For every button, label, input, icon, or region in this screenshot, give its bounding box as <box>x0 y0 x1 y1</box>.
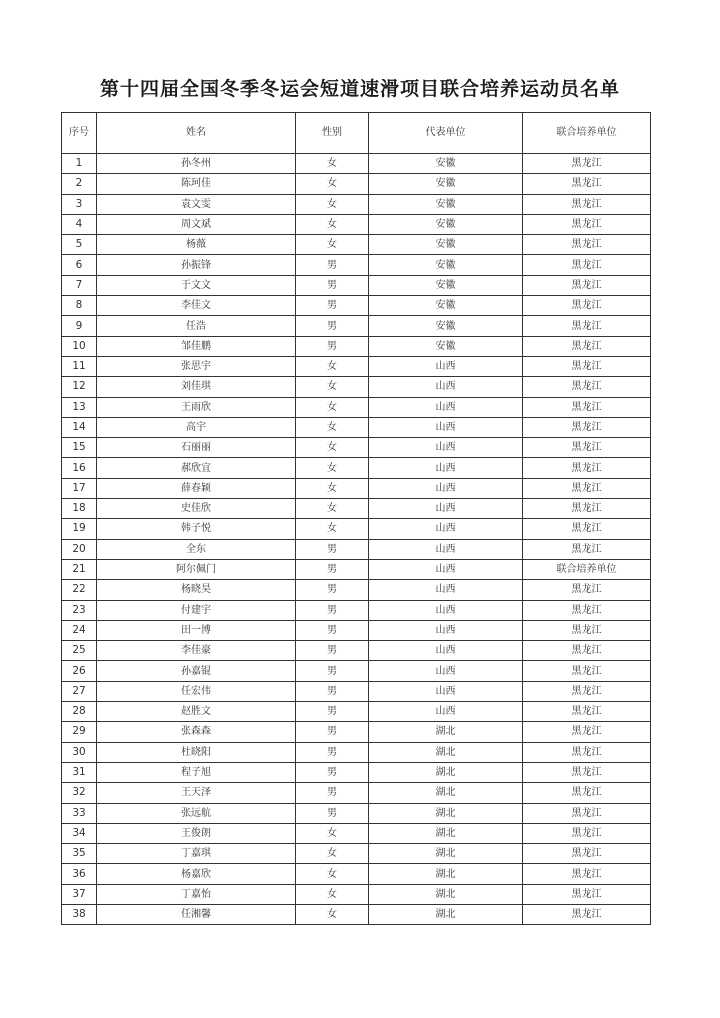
cell-rep-unit: 安徽 <box>369 275 523 295</box>
table-header-row <box>62 113 651 154</box>
cell-no: 11 <box>62 356 97 376</box>
table-row <box>62 559 651 579</box>
cell-name: 刘佳琪 <box>97 377 296 397</box>
cell-name: 杨晓昊 <box>97 580 296 600</box>
cell-name: 王天泽 <box>97 783 296 803</box>
table-row <box>62 600 651 620</box>
cell-name: 周文斌 <box>97 214 296 234</box>
cell-name: 全东 <box>97 539 296 559</box>
cell-rep-unit: 湖北 <box>369 742 523 762</box>
cell-joint-unit: 黑龙江 <box>523 296 651 316</box>
table-row <box>62 823 651 843</box>
cell-no: 18 <box>62 499 97 519</box>
table-body <box>62 154 651 925</box>
cell-gender: 男 <box>296 803 369 823</box>
cell-rep-unit: 湖北 <box>369 884 523 904</box>
cell-gender: 女 <box>296 884 369 904</box>
cell-no: 16 <box>62 458 97 478</box>
cell-gender: 男 <box>296 255 369 275</box>
cell-gender: 男 <box>296 620 369 640</box>
cell-rep-unit: 湖北 <box>369 803 523 823</box>
table-row <box>62 438 651 458</box>
cell-name: 邹佳鹏 <box>97 336 296 356</box>
cell-rep-unit: 安徽 <box>369 235 523 255</box>
table-row <box>62 844 651 864</box>
cell-gender: 男 <box>296 600 369 620</box>
cell-gender: 女 <box>296 499 369 519</box>
cell-rep-unit: 山西 <box>369 559 523 579</box>
table-row <box>62 458 651 478</box>
table-row <box>62 803 651 823</box>
cell-joint-unit: 黑龙江 <box>523 417 651 437</box>
cell-no: 5 <box>62 235 97 255</box>
cell-gender: 男 <box>296 762 369 782</box>
cell-no: 22 <box>62 580 97 600</box>
cell-rep-unit: 山西 <box>369 438 523 458</box>
cell-rep-unit: 山西 <box>369 681 523 701</box>
cell-gender: 男 <box>296 702 369 722</box>
cell-name: 任宏伟 <box>97 681 296 701</box>
table-row <box>62 356 651 376</box>
table-row <box>62 661 651 681</box>
cell-no: 9 <box>62 316 97 336</box>
cell-rep-unit: 山西 <box>369 356 523 376</box>
cell-no: 8 <box>62 296 97 316</box>
cell-rep-unit: 安徽 <box>369 174 523 194</box>
cell-no: 37 <box>62 884 97 904</box>
cell-joint-unit: 黑龙江 <box>523 478 651 498</box>
cell-rep-unit: 湖北 <box>369 864 523 884</box>
cell-no: 3 <box>62 194 97 214</box>
cell-gender: 女 <box>296 904 369 924</box>
cell-no: 2 <box>62 174 97 194</box>
cell-joint-unit: 黑龙江 <box>523 235 651 255</box>
cell-name: 张远航 <box>97 803 296 823</box>
cell-rep-unit: 湖北 <box>369 762 523 782</box>
cell-name: 张思宇 <box>97 356 296 376</box>
cell-no: 25 <box>62 641 97 661</box>
cell-rep-unit: 安徽 <box>369 214 523 234</box>
cell-joint-unit: 黑龙江 <box>523 681 651 701</box>
cell-name: 杨嘉欣 <box>97 864 296 884</box>
cell-joint-unit: 黑龙江 <box>523 823 651 843</box>
cell-rep-unit: 安徽 <box>369 255 523 275</box>
cell-no: 17 <box>62 478 97 498</box>
cell-joint-unit: 黑龙江 <box>523 722 651 742</box>
header-no: 序号 <box>62 113 97 154</box>
cell-joint-unit: 黑龙江 <box>523 844 651 864</box>
cell-name: 阿尔佩门 <box>97 559 296 579</box>
cell-joint-unit: 黑龙江 <box>523 600 651 620</box>
table-row <box>62 154 651 174</box>
cell-gender: 女 <box>296 864 369 884</box>
cell-name: 孙嘉锟 <box>97 661 296 681</box>
cell-gender: 男 <box>296 296 369 316</box>
cell-no: 12 <box>62 377 97 397</box>
header-gender: 性别 <box>296 113 369 154</box>
cell-gender: 女 <box>296 397 369 417</box>
cell-name: 袁文雯 <box>97 194 296 214</box>
cell-no: 20 <box>62 539 97 559</box>
cell-no: 36 <box>62 864 97 884</box>
cell-name: 杨薇 <box>97 235 296 255</box>
cell-joint-unit: 黑龙江 <box>523 499 651 519</box>
table-row <box>62 255 651 275</box>
cell-no: 24 <box>62 620 97 640</box>
cell-name: 任浩 <box>97 316 296 336</box>
cell-no: 27 <box>62 681 97 701</box>
cell-joint-unit: 黑龙江 <box>523 174 651 194</box>
cell-name: 丁嘉琪 <box>97 844 296 864</box>
table-row <box>62 722 651 742</box>
cell-joint-unit: 黑龙江 <box>523 641 651 661</box>
cell-joint-unit: 黑龙江 <box>523 336 651 356</box>
cell-no: 30 <box>62 742 97 762</box>
cell-joint-unit: 黑龙江 <box>523 884 651 904</box>
table-row <box>62 499 651 519</box>
cell-no: 26 <box>62 661 97 681</box>
cell-gender: 女 <box>296 823 369 843</box>
cell-gender: 男 <box>296 661 369 681</box>
cell-gender: 女 <box>296 154 369 174</box>
cell-rep-unit: 安徽 <box>369 296 523 316</box>
cell-no: 1 <box>62 154 97 174</box>
cell-rep-unit: 山西 <box>369 478 523 498</box>
cell-rep-unit: 山西 <box>369 702 523 722</box>
cell-gender: 女 <box>296 458 369 478</box>
cell-name: 张森森 <box>97 722 296 742</box>
cell-joint-unit: 黑龙江 <box>523 661 651 681</box>
cell-gender: 男 <box>296 580 369 600</box>
cell-rep-unit: 山西 <box>369 499 523 519</box>
cell-rep-unit: 山西 <box>369 519 523 539</box>
cell-rep-unit: 安徽 <box>369 194 523 214</box>
table-row <box>62 417 651 437</box>
athlete-roster-table <box>61 112 651 925</box>
cell-joint-unit: 黑龙江 <box>523 742 651 762</box>
cell-no: 14 <box>62 417 97 437</box>
table-row <box>62 174 651 194</box>
cell-name: 于文文 <box>97 275 296 295</box>
cell-name: 郝欣宜 <box>97 458 296 478</box>
cell-rep-unit: 湖北 <box>369 904 523 924</box>
table-row <box>62 783 651 803</box>
cell-joint-unit: 黑龙江 <box>523 377 651 397</box>
cell-joint-unit: 黑龙江 <box>523 904 651 924</box>
cell-no: 7 <box>62 275 97 295</box>
cell-no: 35 <box>62 844 97 864</box>
cell-joint-unit: 联合培养单位 <box>523 559 651 579</box>
header-joint-unit: 联合培养单位 <box>523 113 651 154</box>
header-name: 姓名 <box>97 113 296 154</box>
table-row <box>62 641 651 661</box>
cell-gender: 女 <box>296 214 369 234</box>
cell-name: 陈珂佳 <box>97 174 296 194</box>
cell-name: 孙振锋 <box>97 255 296 275</box>
cell-gender: 女 <box>296 174 369 194</box>
cell-rep-unit: 湖北 <box>369 823 523 843</box>
table-row <box>62 275 651 295</box>
table-row <box>62 336 651 356</box>
table-row <box>62 377 651 397</box>
table-row <box>62 742 651 762</box>
cell-joint-unit: 黑龙江 <box>523 397 651 417</box>
cell-name: 石丽丽 <box>97 438 296 458</box>
cell-gender: 女 <box>296 194 369 214</box>
cell-rep-unit: 安徽 <box>369 336 523 356</box>
cell-gender: 男 <box>296 681 369 701</box>
cell-gender: 女 <box>296 417 369 437</box>
header-rep-unit: 代表单位 <box>369 113 523 154</box>
cell-rep-unit: 安徽 <box>369 154 523 174</box>
cell-name: 韩子悦 <box>97 519 296 539</box>
cell-joint-unit: 黑龙江 <box>523 580 651 600</box>
cell-rep-unit: 山西 <box>369 397 523 417</box>
cell-no: 19 <box>62 519 97 539</box>
table-row <box>62 580 651 600</box>
cell-name: 李佳文 <box>97 296 296 316</box>
table-row <box>62 884 651 904</box>
cell-name: 任湘馨 <box>97 904 296 924</box>
cell-joint-unit: 黑龙江 <box>523 458 651 478</box>
cell-gender: 男 <box>296 783 369 803</box>
document-title: 第十四届全国冬季冬运会短道速滑项目联合培养运动员名单 <box>99 78 620 100</box>
cell-joint-unit: 黑龙江 <box>523 620 651 640</box>
table-row <box>62 681 651 701</box>
cell-gender: 男 <box>296 559 369 579</box>
cell-no: 6 <box>62 255 97 275</box>
cell-gender: 男 <box>296 742 369 762</box>
cell-joint-unit: 黑龙江 <box>523 438 651 458</box>
table-row <box>62 864 651 884</box>
cell-rep-unit: 山西 <box>369 458 523 478</box>
cell-joint-unit: 黑龙江 <box>523 803 651 823</box>
table-row <box>62 620 651 640</box>
table-row <box>62 214 651 234</box>
cell-joint-unit: 黑龙江 <box>523 255 651 275</box>
table-row <box>62 296 651 316</box>
cell-gender: 女 <box>296 356 369 376</box>
cell-gender: 男 <box>296 641 369 661</box>
cell-name: 薛春颖 <box>97 478 296 498</box>
cell-name: 赵胜文 <box>97 702 296 722</box>
cell-joint-unit: 黑龙江 <box>523 702 651 722</box>
cell-gender: 男 <box>296 336 369 356</box>
cell-name: 王俊朗 <box>97 823 296 843</box>
cell-joint-unit: 黑龙江 <box>523 864 651 884</box>
cell-joint-unit: 黑龙江 <box>523 356 651 376</box>
cell-rep-unit: 山西 <box>369 661 523 681</box>
table-row <box>62 397 651 417</box>
table-row <box>62 539 651 559</box>
table-row <box>62 478 651 498</box>
cell-no: 31 <box>62 762 97 782</box>
table-row <box>62 702 651 722</box>
cell-name: 李佳豪 <box>97 641 296 661</box>
table-row <box>62 762 651 782</box>
cell-no: 28 <box>62 702 97 722</box>
cell-name: 丁嘉怡 <box>97 884 296 904</box>
cell-joint-unit: 黑龙江 <box>523 194 651 214</box>
cell-joint-unit: 黑龙江 <box>523 783 651 803</box>
cell-joint-unit: 黑龙江 <box>523 214 651 234</box>
cell-no: 34 <box>62 823 97 843</box>
cell-no: 10 <box>62 336 97 356</box>
cell-joint-unit: 黑龙江 <box>523 316 651 336</box>
cell-rep-unit: 山西 <box>369 377 523 397</box>
cell-rep-unit: 湖北 <box>369 722 523 742</box>
cell-gender: 男 <box>296 316 369 336</box>
cell-joint-unit: 黑龙江 <box>523 275 651 295</box>
cell-gender: 女 <box>296 438 369 458</box>
cell-no: 29 <box>62 722 97 742</box>
cell-joint-unit: 黑龙江 <box>523 539 651 559</box>
cell-name: 高宇 <box>97 417 296 437</box>
cell-rep-unit: 山西 <box>369 641 523 661</box>
cell-no: 15 <box>62 438 97 458</box>
table-row <box>62 316 651 336</box>
table-row <box>62 235 651 255</box>
cell-no: 13 <box>62 397 97 417</box>
cell-name: 杜晓阳 <box>97 742 296 762</box>
cell-rep-unit: 山西 <box>369 580 523 600</box>
cell-gender: 女 <box>296 519 369 539</box>
cell-gender: 女 <box>296 377 369 397</box>
cell-gender: 女 <box>296 844 369 864</box>
cell-name: 付建宇 <box>97 600 296 620</box>
cell-no: 33 <box>62 803 97 823</box>
cell-rep-unit: 山西 <box>369 600 523 620</box>
cell-rep-unit: 湖北 <box>369 783 523 803</box>
cell-gender: 男 <box>296 722 369 742</box>
cell-joint-unit: 黑龙江 <box>523 154 651 174</box>
cell-name: 程子旭 <box>97 762 296 782</box>
cell-rep-unit: 山西 <box>369 539 523 559</box>
cell-no: 4 <box>62 214 97 234</box>
cell-no: 21 <box>62 559 97 579</box>
cell-gender: 男 <box>296 275 369 295</box>
cell-gender: 男 <box>296 539 369 559</box>
cell-gender: 女 <box>296 478 369 498</box>
cell-name: 王雨欣 <box>97 397 296 417</box>
cell-joint-unit: 黑龙江 <box>523 519 651 539</box>
cell-name: 孙冬州 <box>97 154 296 174</box>
cell-name: 史佳欣 <box>97 499 296 519</box>
cell-rep-unit: 湖北 <box>369 844 523 864</box>
cell-rep-unit: 山西 <box>369 417 523 437</box>
table-row <box>62 904 651 924</box>
cell-no: 32 <box>62 783 97 803</box>
table-row <box>62 194 651 214</box>
cell-no: 23 <box>62 600 97 620</box>
cell-rep-unit: 安徽 <box>369 316 523 336</box>
cell-name: 田一博 <box>97 620 296 640</box>
cell-no: 38 <box>62 904 97 924</box>
cell-joint-unit: 黑龙江 <box>523 762 651 782</box>
cell-rep-unit: 山西 <box>369 620 523 640</box>
table-row <box>62 519 651 539</box>
cell-gender: 女 <box>296 235 369 255</box>
